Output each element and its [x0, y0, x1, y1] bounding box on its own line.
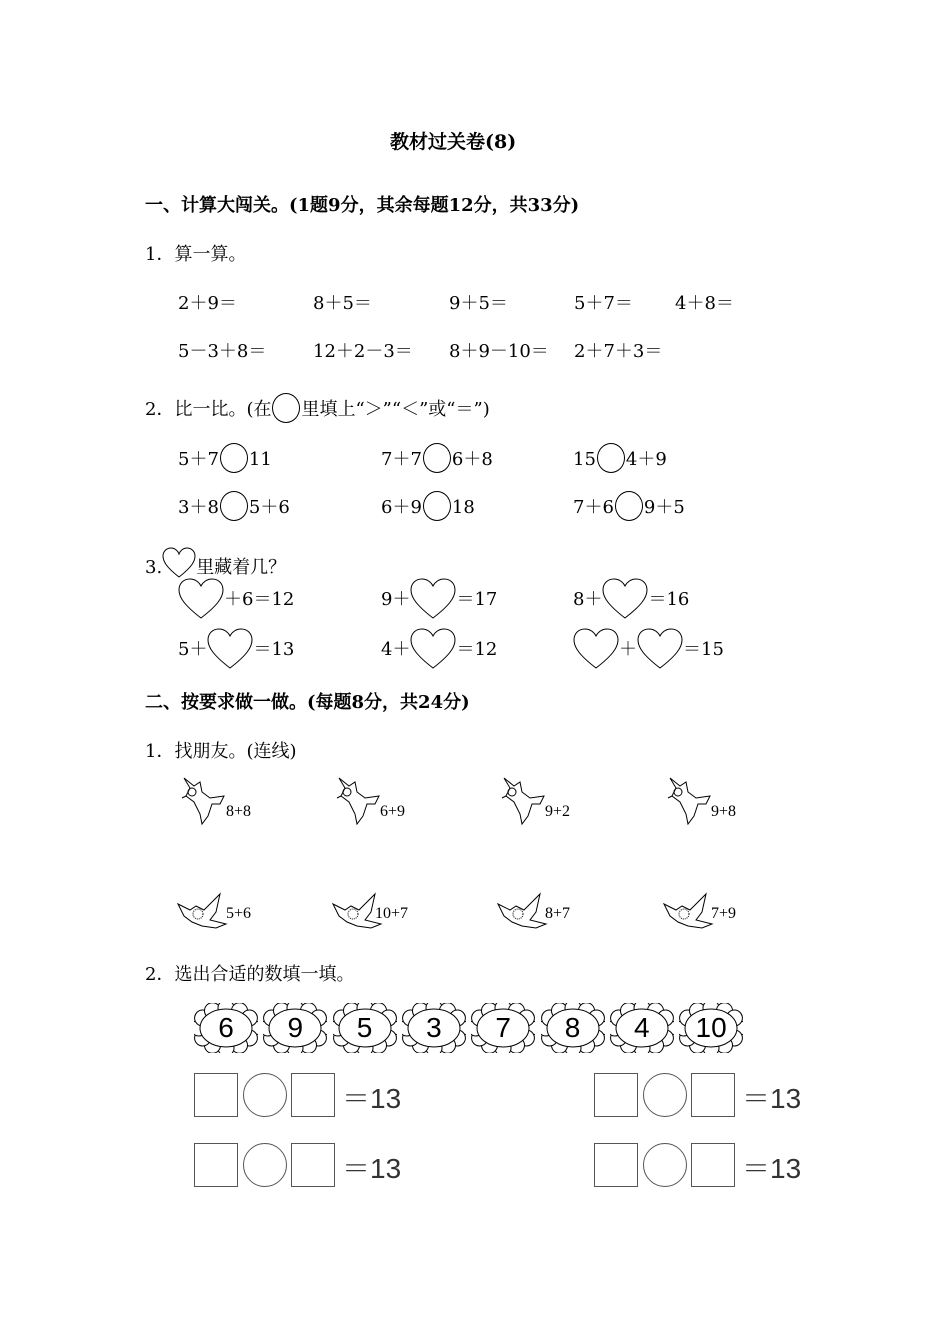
heart-icon	[573, 628, 619, 670]
flower-number: 10	[695, 1012, 727, 1043]
equation-result: ＝13	[342, 1083, 402, 1114]
answer-circle[interactable]	[243, 1073, 287, 1117]
equation: 2＋7＋3＝	[574, 341, 663, 362]
equation: 5＋7＝	[574, 293, 633, 314]
section2-heading: 二、按要求做一做。(每题8分，共24分)	[145, 692, 470, 713]
answer-circle[interactable]	[597, 443, 625, 473]
expr: ＝13	[253, 639, 295, 660]
expr: ＝12	[456, 639, 498, 660]
label-text: 2．比一比。(在	[145, 399, 272, 420]
expr: ＝16	[648, 589, 690, 610]
q1-label: 1．算一算。	[145, 244, 247, 265]
heart-icon	[410, 628, 456, 670]
circle-icon	[272, 393, 300, 423]
equation: 12＋2－3＝	[313, 341, 413, 362]
answer-square[interactable]	[291, 1143, 335, 1187]
bird-icon[interactable]	[666, 774, 716, 830]
left-expr: 15	[573, 449, 596, 470]
answer-square[interactable]	[194, 1143, 238, 1187]
compare-item	[573, 491, 685, 519]
answer-circle[interactable]	[615, 491, 643, 521]
number-flower[interactable]	[610, 1003, 674, 1053]
expr: ＝17	[456, 589, 498, 610]
expr: 5＋	[178, 639, 208, 660]
label-text: 3.	[145, 557, 163, 578]
page-title: 教材过关卷(8)	[390, 131, 517, 153]
heart-equation	[381, 628, 497, 670]
equation: 9＋5＝	[449, 293, 508, 314]
heart-equation	[573, 628, 724, 670]
bird-label: 7+9	[711, 905, 737, 922]
expr: ＋6＝12	[224, 589, 295, 610]
left-expr: 3＋8	[178, 497, 219, 518]
compare-item	[178, 491, 290, 519]
bird-icon[interactable]	[176, 892, 232, 936]
equation: 5－3＋8＝	[178, 341, 267, 362]
equation: 8＋9－10＝	[449, 341, 549, 362]
heart-icon	[637, 628, 683, 670]
label-text: 里填上“＞”“＜”或“＝”)	[301, 399, 490, 420]
number-flower[interactable]	[679, 1003, 743, 1053]
bird-icon[interactable]	[180, 774, 230, 830]
flower-number: 4	[634, 1012, 650, 1043]
bird-label: 8+8	[226, 803, 252, 820]
compare-item	[573, 443, 667, 471]
answer-square[interactable]	[291, 1073, 335, 1117]
heart-icon	[410, 578, 456, 620]
bird-label: 10+7	[375, 905, 409, 922]
answer-square[interactable]	[594, 1073, 638, 1117]
right-expr: 18	[451, 497, 475, 518]
expr: 8＋	[573, 589, 603, 610]
heart-icon	[207, 628, 253, 670]
left-expr: 7＋6	[573, 497, 614, 518]
answer-square[interactable]	[194, 1073, 238, 1117]
expr: ＋	[619, 639, 637, 660]
answer-circle[interactable]	[643, 1143, 687, 1187]
flower-number: 3	[426, 1012, 442, 1043]
q3-label	[145, 547, 286, 579]
flower-number: 5	[356, 1012, 373, 1043]
compare-item	[381, 443, 493, 471]
number-flower[interactable]	[194, 1003, 258, 1053]
bird-icon[interactable]	[500, 774, 550, 830]
right-expr: 11	[248, 449, 272, 470]
expr: ＝15	[683, 639, 724, 660]
section1-heading: 一、计算大闯关。(1题9分，其余每题12分，共33分)	[145, 195, 580, 216]
right-expr: 9＋5	[643, 497, 685, 518]
left-expr: 6＋9	[381, 497, 422, 518]
heart-icon	[162, 547, 196, 579]
answer-circle[interactable]	[220, 491, 248, 521]
equation-result: ＝13	[742, 1083, 802, 1114]
bird-label: 9+8	[711, 803, 737, 820]
equation-result: ＝13	[742, 1153, 802, 1184]
left-expr: 7＋7	[381, 449, 422, 470]
right-expr: 5＋6	[248, 497, 290, 518]
answer-circle[interactable]	[423, 443, 451, 473]
heart-icon	[178, 578, 224, 620]
compare-item	[381, 491, 475, 519]
bird-icon[interactable]	[496, 892, 552, 936]
answer-square[interactable]	[594, 1143, 638, 1187]
heart-equation	[178, 578, 294, 620]
heart-equation	[381, 578, 497, 620]
equation-result: ＝13	[342, 1153, 402, 1184]
equation: 2＋9＝	[178, 293, 237, 314]
flower-number: 7	[495, 1012, 511, 1043]
heart-equation	[573, 578, 689, 620]
heart-icon	[602, 578, 648, 620]
fill-numbers-label: 2．选出合适的数填一填。	[145, 964, 355, 985]
number-flower[interactable]	[541, 1003, 605, 1053]
flower-number: 8	[564, 1012, 581, 1043]
number-flower[interactable]	[333, 1003, 397, 1053]
answer-circle[interactable]	[423, 491, 451, 521]
heart-equation	[178, 628, 294, 670]
label-text: 里藏着几？	[196, 557, 287, 578]
bird-icon[interactable]	[335, 774, 385, 830]
number-flower[interactable]	[402, 1003, 466, 1053]
equation: 4＋8＝	[675, 293, 734, 314]
bird-label: 5+6	[226, 905, 252, 922]
equation: 8＋5＝	[313, 293, 372, 314]
bird-label: 8+7	[545, 905, 571, 922]
flower-number: 9	[287, 1012, 304, 1043]
bird-icon[interactable]	[662, 892, 718, 936]
bird-label: 6+9	[380, 803, 406, 820]
expr: 4＋	[381, 639, 411, 660]
right-expr: 6＋8	[451, 449, 493, 470]
answer-square[interactable]	[691, 1073, 735, 1117]
compare-item	[178, 443, 272, 471]
answer-circle[interactable]	[643, 1073, 687, 1117]
find-friends-label: 1．找朋友。(连线)	[145, 741, 297, 762]
number-flower[interactable]	[263, 1003, 327, 1053]
right-expr: 4＋9	[625, 449, 667, 470]
bird-label: 9+2	[545, 803, 571, 820]
number-flower[interactable]	[471, 1003, 535, 1053]
q2-label	[145, 393, 490, 421]
answer-circle[interactable]	[220, 443, 248, 473]
answer-circle[interactable]	[243, 1143, 287, 1187]
expr: 9＋	[381, 589, 411, 610]
flower-number: 6	[218, 1012, 234, 1043]
left-expr: 5＋7	[178, 449, 219, 470]
answer-square[interactable]	[691, 1143, 735, 1187]
